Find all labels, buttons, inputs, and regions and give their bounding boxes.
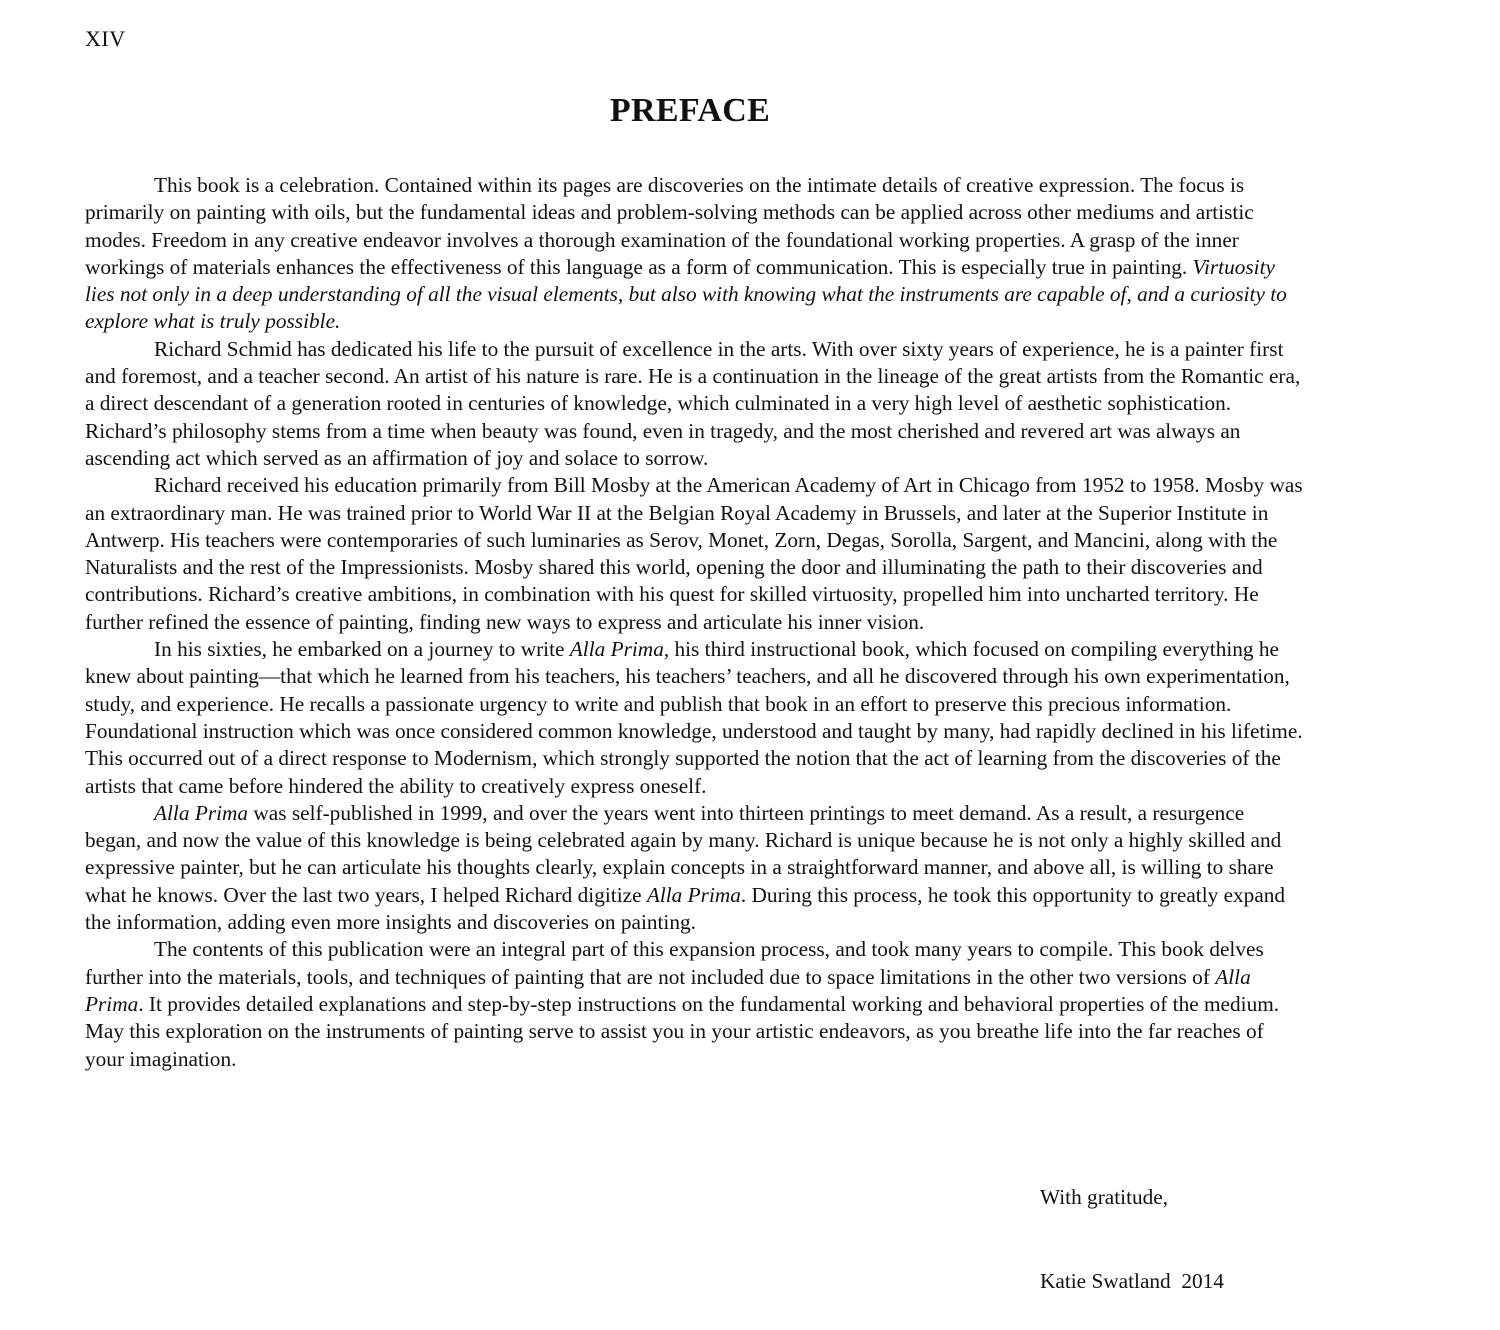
preface-body [85,172,1305,1073]
paragraph-5 [85,800,1305,936]
paragraph-5-text-a: was self-published in 1999, and over the years went into thirteen printings to meet demand. As a result, a resurgence began, and now the value of this knowledge is being celebrated again by many. Richard is unique because he is not only a highly skilled and expressive painter, but he can articulate his thoughts clearly, explain concepts in a straightforward manner, and above all, is willing to share what he knows. Over the last two years, I helped Richard digitize [85,800,1282,907]
paragraph-2-text: Richard Schmid has dedicated his life to the pursuit of excellence in the arts. With over sixty years of experience, he is a painter first and foremost, and a teacher second. An artist of his nature is rare. He is a continuation in the lineage of the great artists from the Romantic era, a direct descendant of a generation rooted in centuries of knowledge, which culminated in a very high level of aesthetic sophistication. Richard’s philosophy stems from a time when beauty was found, even in tragedy, and the most cherished and revered art was always an ascending act which served as an affirmation of joy and solace to sorrow. [85,336,1301,470]
page-number: XIV [85,26,126,51]
paragraph-4-text-a: In his sixties, he embarked on a journey to write [154,637,570,662]
paragraph-5-text-b: . During this process, he took this opportunity to greatly expand the information, adding even more insights and discoveries on painting. [85,882,1286,935]
paragraph-3 [85,472,1305,636]
paragraph-1-text: This book is a celebration. Contained within its pages are discoveries on the intimate details of creative expression. The focus is primarily on painting with oils, but the fundamental ideas and problem-solving methods can be applied across other mediums and artistic modes. Freedom in any creative endeavor involves a thorough examination of the foundational working properties. A grasp of the inner workings of materials enhances the effectiveness of this language as a form of communication. This is especially true in painting. [85,173,1254,279]
paragraph-1-italic: Virtuosity lies not only in a deep understanding of all the visual elements, but also with knowing what the instruments are capable of, and a curiosity to explore what is truly possible. [85,254,1287,334]
paragraph-2 [85,336,1305,472]
signature-closing: With gratitude, [1040,1185,1169,1209]
paragraph-4-text-b: , his third instructional book, which focused on compiling everything he knew about painting—that which he learned from his teachers, his teachers’ teachers, and all he discovered through his own experimentation, study, and experience. He recalls a passionate urgency to write and publish that book in an effort to preserve this precious information. Foundational instruction which was once considered common knowledge, understood and taught by many, had rapidly declined in his lifetime. This occurred out of a direct response to Modernism, which strongly supported the notion that the act of learning from the discoveries of the artists that came before hindered the ability to creatively express oneself. [85,637,1303,798]
signature-block [1040,1127,1224,1323]
paragraph-4-book-title: Alla Prima [569,637,664,662]
paragraph-5-book-title-b: Alla Prima [646,882,741,907]
paragraph-4 [85,636,1305,800]
paragraph-6-book-title: Alla Prima [85,964,1251,1016]
paragraph-5-book-title-a: Alla Prima [154,800,249,825]
signature-author: Katie Swatland 2014 [1040,1269,1224,1293]
paragraph-6-text-a: The contents of this publication were an integral part of this expansion process, and took many years to compile. This book delves further into the materials, tools, and techniques of painting that are not included due to space limitations in the other two versions of [85,937,1264,989]
paragraph-3-text: Richard received his education primarily from Bill Mosby at the American Academy of Art in Chicago from 1952 to 1958. Mosby was an extraordinary man. He was trained prior to World War II at the Belgian Royal Academy in Brussels, and later at the Superior Institute in Antwerp. His teachers were contemporaries of such luminaries as Serov, Monet, Zorn, Degas, Sorolla, Sargent, and Mancini, along with the Naturalists and the rest of the Impressionists. Mosby shared this world, opening the door and illuminating the path to their discoveries and contributions. Richard’s creative ambitions, in combination with his quest for skilled virtuosity, propelled him into uncharted territory. He further refined the essence of painting, finding new ways to express and articulate his inner vision. [85,473,1303,634]
page-title: PREFACE [609,92,771,129]
paragraph-6-text-b: . It provides detailed explanations and step-by-step instructions on the fundamental working and behavioral properties of the medium. May this exploration on the instruments of painting serve to assist you in your artistic endeavors, as you breathe life into the far reaches of your imagination. [85,991,1280,1071]
paragraph-1 [85,172,1305,336]
paragraph-6 [85,936,1305,1072]
